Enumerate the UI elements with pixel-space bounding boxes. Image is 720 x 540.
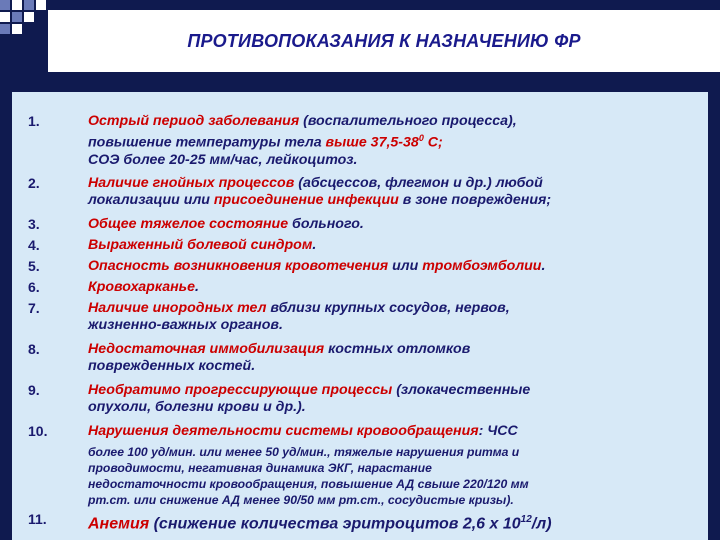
item-text-part: : ЧСС <box>478 423 518 439</box>
item-highlight: тромбоэмболии <box>418 258 542 274</box>
item-text <box>88 175 700 209</box>
item-number: 8. <box>28 341 40 357</box>
item-text <box>88 258 700 275</box>
item-text-part: (абсцессов, флегмон и др.) любой <box>294 175 543 191</box>
item-number: 5. <box>28 258 40 274</box>
item-text-part: локализации или <box>88 192 210 208</box>
item-text <box>88 300 700 334</box>
item-text-part: . <box>541 258 546 274</box>
item-highlight: Наличие инородных тел <box>88 300 267 316</box>
item-highlight: С; <box>423 134 443 151</box>
item-highlight: Кровохарканье <box>88 279 195 295</box>
item-number: 9. <box>28 382 40 398</box>
item-text-part: или <box>388 258 419 274</box>
item-number: 1. <box>28 113 40 129</box>
item-highlight: выше 37,5-38 <box>321 134 419 151</box>
item-text-part: (снижение количества эритроцитов 2,6 <box>149 515 486 533</box>
item-number: 10. <box>28 423 48 439</box>
item-highlight: присоединение инфекции <box>209 192 399 208</box>
item-text-part: х 10 <box>485 515 521 533</box>
item-text <box>88 511 700 532</box>
item-text <box>88 237 700 254</box>
item-highlight: Необратимо прогрессирующие процессы <box>88 382 393 398</box>
item-text-part: опухоли, болезни крови и др.). <box>88 399 306 415</box>
item-text-part: . <box>312 237 317 253</box>
item-highlight: Наличие гнойных процессов <box>88 175 295 191</box>
item-text <box>88 216 700 233</box>
item-text-part: . <box>194 279 199 295</box>
item-text-part: (злокачественные <box>392 382 531 398</box>
item-text <box>88 382 700 416</box>
item-highlight: Острый период заболевания <box>88 113 300 129</box>
item-highlight: Выраженный болевой синдром <box>88 237 313 253</box>
item-number: 3. <box>28 216 40 232</box>
item-text-part: поврежденных костей. <box>88 358 256 374</box>
item-text-part: повышение температуры тела <box>88 134 322 151</box>
item-text-part: жизненно-важных органов. <box>88 317 283 333</box>
item-number: 4. <box>28 237 40 253</box>
item-text-part: в зоне повреждения; <box>398 192 552 208</box>
item-text-part: рт.ст. или снижение АД менее 90/50 мм рт.ст., сосудистые кризы). <box>88 493 514 507</box>
title-banner <box>48 10 720 72</box>
item-highlight: Недостаточная иммобилизация <box>88 341 325 357</box>
item-highlight: Общее тяжелое состояние <box>88 216 289 232</box>
item-superscript: 12 <box>520 514 532 525</box>
item-text-part: более 100 уд/мин. или менее 50 уд/мин., тяжелые нарушения ритма и <box>88 445 520 459</box>
item-highlight: Нарушения деятельности системы кровообращения <box>88 423 479 439</box>
item-number: 11. <box>28 511 47 527</box>
item-text-part: вблизи крупных сосудов, нервов, <box>266 300 510 316</box>
item-text-part: (воспалительного процесса), <box>299 113 517 129</box>
item-number: 6. <box>28 279 40 295</box>
item-superscript: 0 <box>418 133 424 143</box>
item-text-part: проводимости, негативная динамика ЭКГ, нарастание <box>88 461 432 475</box>
item-text <box>88 341 700 375</box>
item-text <box>88 423 700 508</box>
item-text-part: костных отломков <box>324 341 471 357</box>
item-text-part: /л) <box>531 515 552 533</box>
item-highlight: Анемия <box>88 515 150 533</box>
item-text <box>88 113 700 169</box>
item-highlight: Опасность возникновения кровотечения <box>88 258 389 274</box>
contraindications-list <box>12 92 708 540</box>
slide-title: ПРОТИВОПОКАЗАНИЯ К НАЗНАЧЕНИЮ ФР <box>187 30 581 51</box>
item-text-part: недостаточности кровообращения, повышение АД свыше 220/120 мм <box>88 477 529 491</box>
item-number: 7. <box>28 300 40 316</box>
item-text-part: больного. <box>288 216 364 232</box>
item-text <box>88 279 700 296</box>
item-text-part: СОЭ более 20-25 мм/час, лейкоцитоз. <box>88 151 358 168</box>
item-number: 2. <box>28 175 40 191</box>
